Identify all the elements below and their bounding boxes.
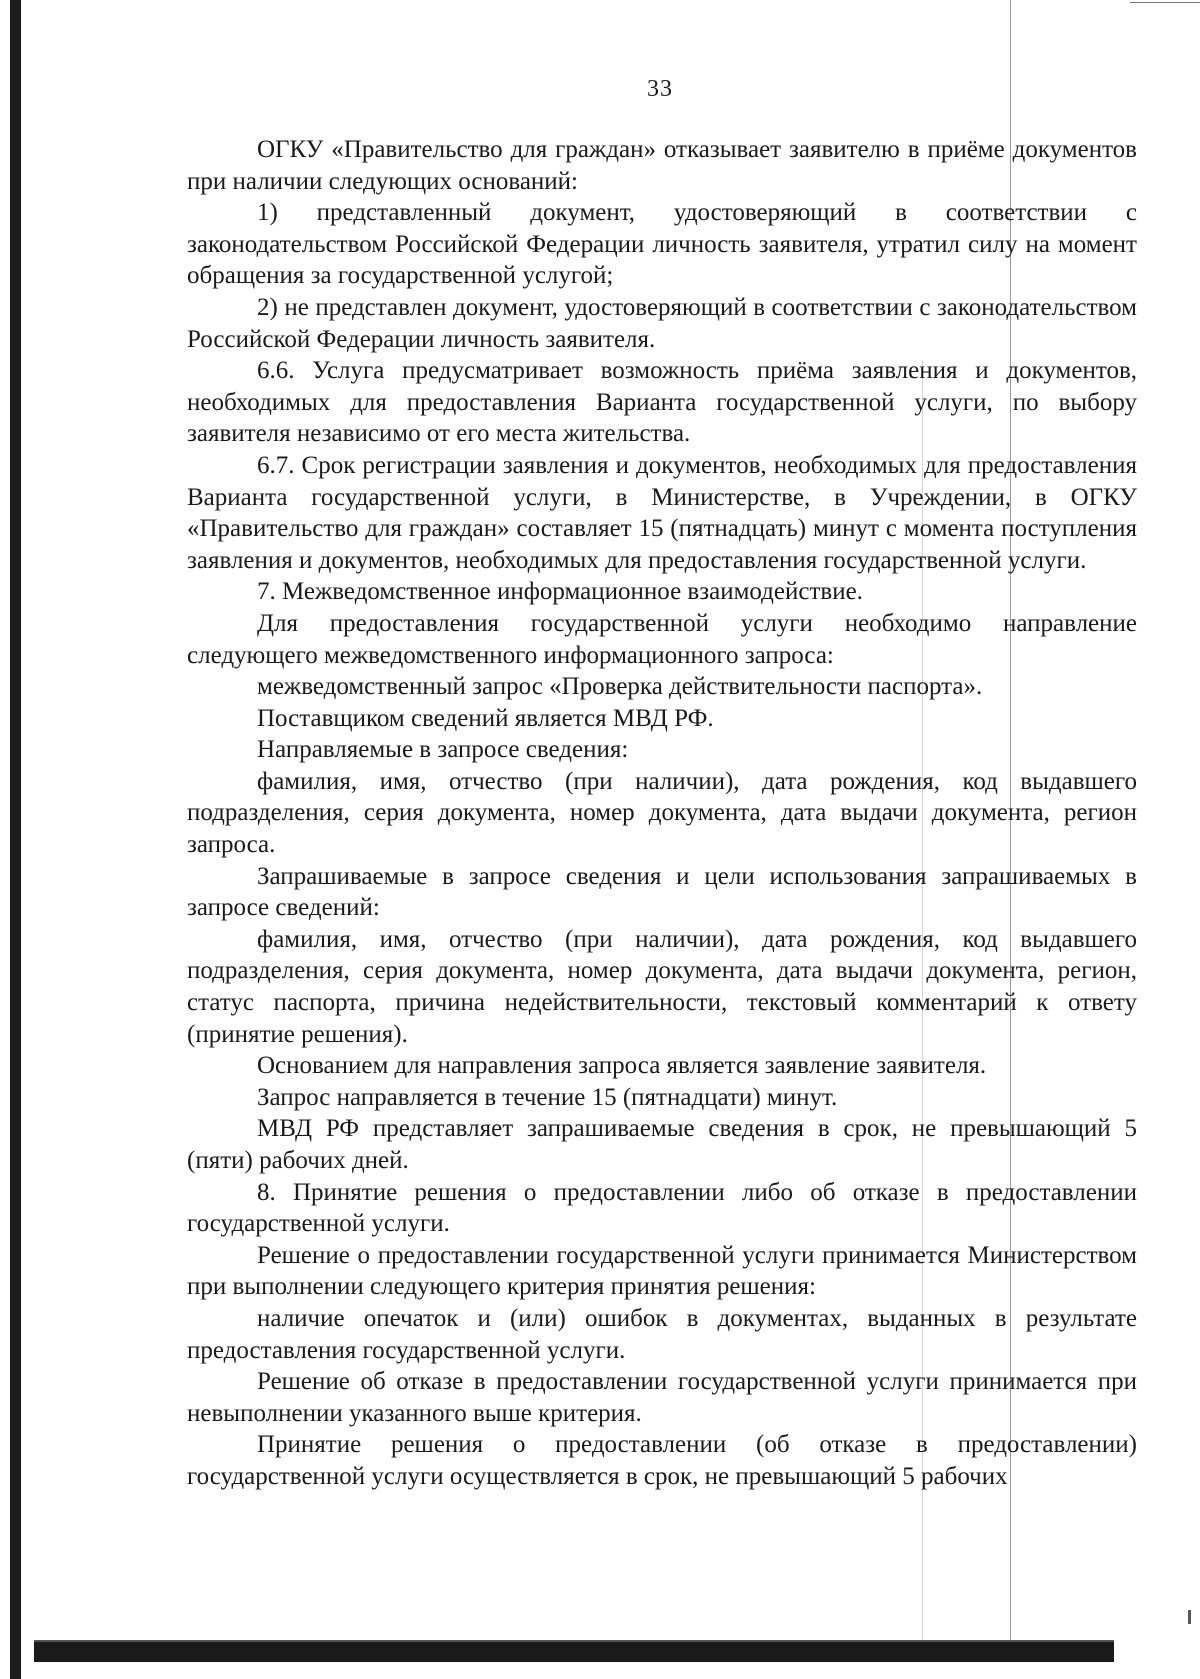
scan-bottom-edge [34,1642,1114,1662]
paragraph-sent-data: фамилия, имя, отчество (при наличии), дата рождения, код выдавшего подразделения, серия документа, номер документа, дата выдачи документа, регион запроса. [187,767,1137,859]
paragraph-provider: Поставщиком сведений является МВД РФ. [257,704,714,732]
scan-corner-mark [1188,1610,1191,1624]
paragraph-refusal-grounds: ОГКУ «Правительство для граждан» отказывает заявителю в приёме документов при наличии следующих оснований: [187,136,1137,195]
paragraph-criterion: наличие опечаток и (или) ошибок в документах, выданных в результате предоставления государственной услуги. [187,1304,1137,1364]
paragraph-basis: Основанием для направления запроса является заявление заявителя. [257,1052,987,1080]
section-heading-8: 8. Принятие решения о предоставлении либо об отказе в предоставлении государственной услуги. [187,1178,1137,1238]
paragraph-requested-data-heading: Запрашиваемые в запросе сведения и цели использования запрашиваемых в запросе сведений: [187,862,1137,922]
paragraph-decision-term: Принятие решения о предоставлении (об отказе в предоставлении) государственной услуги осуществляется в срок, не превышающий 5 рабочих [187,1431,1137,1490]
page-number: 33 [647,76,673,102]
paragraph-ground-2: 2) не представлен документ, удостоверяющий в соответствии с законодательством Российской Федерации личность заявителя. [187,293,1137,353]
paragraph-timing: Запрос направляется в течение 15 (пятнадцати) минут. [257,1083,838,1111]
paragraph-ground-1: 1) представленный документ, удостоверяющий в соответствии с законодательством Российской Федерации личность заявителя, утратил силу на момент обращения за государственной услугой; [187,199,1137,290]
section-heading-7: 7. Межведомственное информационное взаимодействие. [257,578,863,606]
paragraph-requested-data: фамилия, имя, отчество (при наличии), дата рождения, код выдавшего подразделения, серия документа, номер документа, дата выдачи документа, регион, статус паспорта, причина недействительности, текстовый комментарий к ответу (принятие решения). [187,925,1137,1048]
paragraph-refusal-decision: Решение об отказе в предоставлении государственной услуги принимается при невыполнении указанного выше критерия. [187,1368,1137,1427]
paragraph-decision-criteria: Решение о предоставлении государственной услуги принимается Министерством при выполнении следующего критерия принятия решения: [187,1241,1137,1301]
paragraph-request-name: межведомственный запрос «Проверка действительности паспорта». [257,673,983,701]
paragraph-request-needed: Для предоставления государственной услуги необходимо направление следующего межведомственного информационного запроса: [187,609,1137,669]
scan-top-mark [1130,2,1200,3]
paragraph-sent-data-heading: Направляемые в запросе сведения: [257,736,629,764]
paragraph-6-7: 6.7. Срок регистрации заявления и документов, необходимых для предоставления Варианта государственной услуги, в Министерстве, в Учреждении, в ОГКУ «Правительство для граждан» составляет 15 (пятнадцать) минут с момента поступления заявления и документов, необходимых для предоставления государственной услуги. [187,451,1137,574]
paragraph-6-6: 6.6. Услуга предусматривает возможность приёма заявления и документов, необходимых для предоставления Варианта государственной услуги, по выбору заявителя независимо от его места жительства. [187,357,1137,448]
paragraph-response-term: МВД РФ представляет запрашиваемые сведения в срок, не превышающий 5 (пяти) рабочих дней. [187,1115,1137,1174]
scan-left-edge [10,0,21,1679]
document-body [187,134,1137,1493]
